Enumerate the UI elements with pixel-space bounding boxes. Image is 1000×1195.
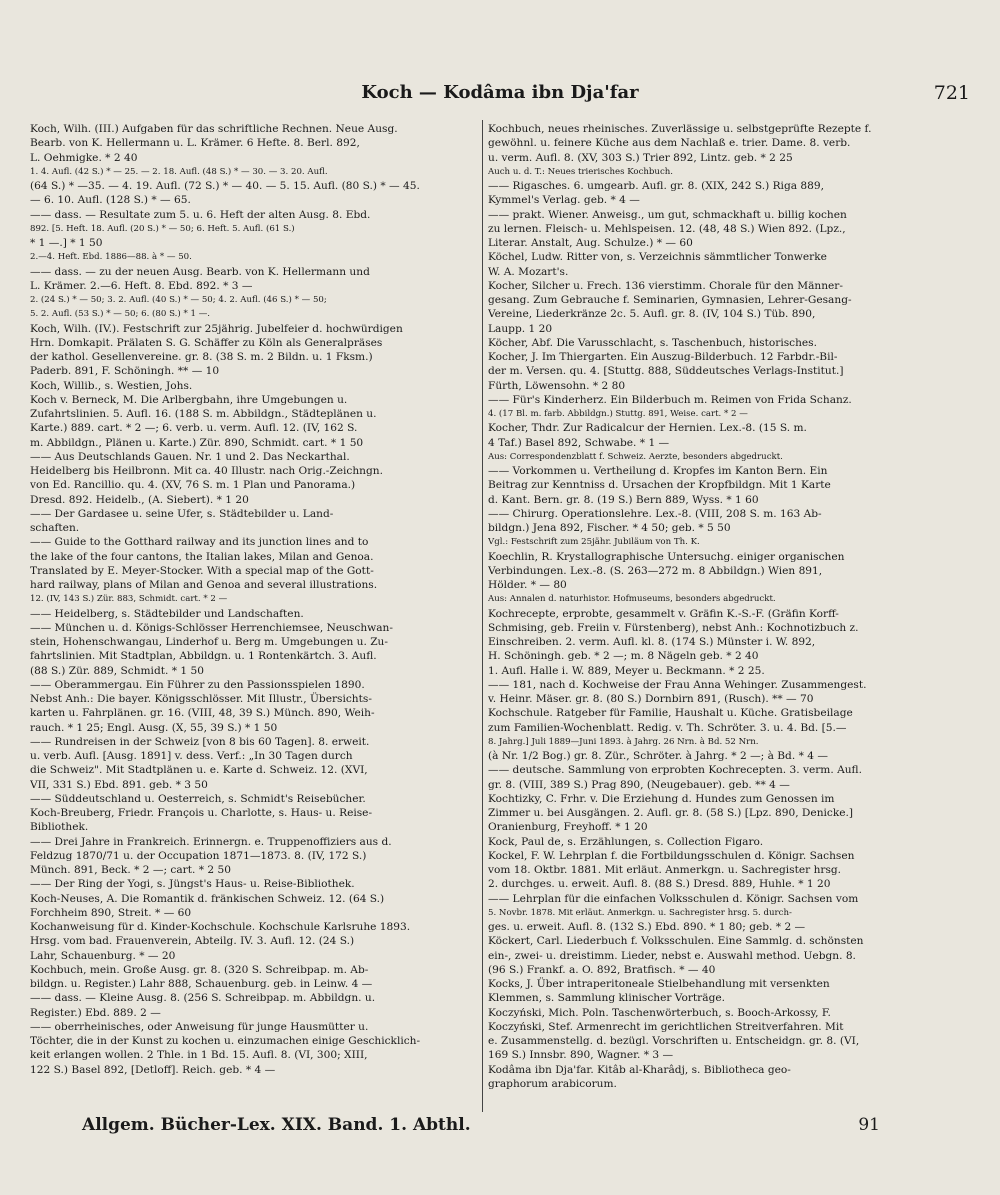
text-line: —— Guide to the Gotthard railway and its junction lines and to: [30, 536, 369, 549]
text-line: —— Lehrplan für die einfachen Volksschulen d. Königr. Sachsen vom: [488, 892, 859, 905]
text-line: Aus: Annalen d. naturhistor. Hofmuseums, besonders abgedruckt.: [488, 594, 776, 605]
text-line: Bearb. von K. Hellermann u. L. Krämer. 6 Hefte. 8. Berl. 892,: [30, 137, 360, 150]
text-line: 12. (IV, 143 S.) Zür. 883, Schmidt. cart. * 2 —: [30, 594, 228, 605]
text-line: — 6. 10. Aufl. (128 S.) * — 65.: [30, 194, 191, 207]
text-line: von Ed. Rancillio. qu. 4. (XV, 76 S. m. 1 Plan und Panorama.): [30, 479, 356, 492]
text-line: Kochschule. Ratgeber für Familie, Haushalt u. Küche. Gratisbeilage: [488, 707, 853, 720]
text-line: Koch-Breuberg, Friedr. François u. Charlotte, s. Haus- u. Reise-: [30, 807, 373, 819]
text-line: Koch, Willib., s. Westien, Johs.: [30, 379, 193, 392]
text-line: schaften.: [30, 522, 80, 534]
text-line: 169 S.) Innsbr. 890, Wagner. * 3 —: [488, 1049, 674, 1062]
text-line: —— Für's Kinderherz. Ein Bilderbuch m. Reimen von Frida Schanz.: [488, 393, 852, 406]
text-line: Kochrecepte, erprobte, gesammelt v. Gräfin K.-S.-F. (Gräfin Korff-: [488, 607, 839, 620]
text-line: 8. Jahrg.] Juli 1889—Juni 1893. à Jahrg. 26 Nrn. à Bd. 52 Nrn.: [488, 736, 759, 747]
page-footer: [30, 1115, 970, 1141]
text-line: Register.) Ebd. 889. 2 —: [30, 1006, 161, 1019]
text-line: stein, Hohenschwangau, Linderhof u. Berg m. Umgebungen u. Zu-: [30, 636, 388, 648]
text-line: Lahr, Schauenburg. * — 20: [30, 949, 176, 962]
text-line: der m. Versen. qu. 4. [Stuttg. 888, Süddeutsches Verlags-Institut.]: [488, 365, 844, 378]
text-line: Kochanweisung für d. Kinder-Kochschule. Kochschule Karlsruhe 1893.: [30, 921, 411, 933]
text-line: Vereine, Liederkränze 2c. 5. Aufl. gr. 8. (IV, 104 S.) Tüb. 890,: [488, 308, 816, 321]
text-line: gewöhnl. u. feinere Küche aus dem Nachlaß e. trier. Dame. 8. verb.: [488, 137, 851, 150]
text-line: Kochbuch, neues rheinisches. Zuverlässige u. selbstgeprüfte Rezepte f.: [488, 123, 872, 135]
text-line: ges. u. erweit. Aufl. 8. (132 S.) Ebd. 890. * 1 80; geb. * 2 —: [488, 921, 806, 933]
text-line: Forchheim 890, Streit. * — 60: [30, 906, 192, 919]
text-line: Literar. Anstalt, Aug. Schulze.) * — 60: [488, 237, 693, 249]
text-line: —— Süddeutschland u. Oesterreich, s. Schmidt's Reisebücher.: [30, 792, 366, 805]
page-number: 721: [933, 82, 970, 104]
text-line: gesang. Zum Gebrauche f. Seminarien, Gymnasien, Lehrer-Gesang-: [488, 294, 852, 306]
text-line: graphorum arabicorum.: [488, 1077, 617, 1090]
running-title: Koch — Kodâma ibn Dja'far: [361, 82, 639, 103]
text-line: Feldzug 1870/71 u. der Occupation 1871—1873. 8. (IV, 172 S.): [30, 849, 367, 862]
text-line: —— Der Gardasee u. seine Ufer, s. Städtebilder u. Land-: [30, 507, 334, 520]
text-line: VII, 331 S.) Ebd. 891. geb. * 3 50: [30, 778, 208, 791]
text-line: H. Schöningh. geb. * 2 —; m. 8 Nägeln geb. * 2 40: [488, 650, 759, 663]
text-line: Münch. 891, Beck. * 2 —; cart. * 2 50: [30, 864, 231, 876]
text-line: —— Rigasches. 6. umgearb. Aufl. gr. 8. (XIX, 242 S.) Riga 889,: [488, 180, 824, 192]
text-line: L. Krämer. 2.—6. Heft. 8. Ebd. 892. * 3 —: [30, 279, 253, 292]
text-line: —— Aus Deutschlands Gauen. Nr. 1 und 2. Das Neckarthal.: [30, 450, 350, 463]
text-line: Klemmen, s. Sammlung klinischer Vorträge.: [488, 992, 725, 1005]
text-line: zu lernen. Fleisch- u. Mehlspeisen. 12. (48, 48 S.) Wien 892. (Lpz.,: [488, 222, 846, 235]
text-line: 1. Aufl. Halle i. W. 889, Meyer u. Beckmann. * 2 25.: [488, 664, 765, 677]
text-line: —— 181, nach d. Kochweise der Frau Anna Wehinger. Zusammengest.: [488, 678, 867, 691]
text-line: Koczyński, Mich. Poln. Taschenwörterbuch, s. Booch-Arkossy, F.: [488, 1006, 831, 1019]
text-line: Kymmel's Verlag. geb. * 4 —: [488, 194, 640, 207]
text-line: rauch. * 1 25; Engl. Ausg. (X, 55, 39 S.) * 1 50: [30, 721, 278, 734]
text-line: Heidelberg bis Heilbronn. Mit ca. 40 Illustr. nach Orig.-Zeichngn.: [30, 465, 383, 477]
text-line: —— München u. d. Königs-Schlösser Herrenchiemsee, Neuschwan-: [30, 621, 393, 634]
text-line: Kocher, J. Im Thiergarten. Ein Auszug-Bilderbuch. 12 Farbdr.-Bil-: [488, 351, 838, 363]
text-line: Auch u. d. T.: Neues trierisches Kochbuch.: [488, 166, 674, 177]
text-line: —— deutsche. Sammlung von erprobten Kochrecepten. 3. verm. Aufl.: [488, 764, 862, 777]
text-line: v. Heinr. Mäser. gr. 8. (80 S.) Dornbirn 891, (Rusch). ** — 70: [488, 693, 814, 705]
text-line: (64 S.) * —35. — 4. 19. Aufl. (72 S.) * — 40. — 5. 15. Aufl. (80 S.) * — 45.: [30, 180, 420, 192]
text-line: Zufahrtslinien. 5. Aufl. 16. (188 S. m. Abbildgn., Städteplänen u.: [30, 408, 377, 420]
text-line: Kochtizky, C. Frhr. v. Die Erziehung d. Hundes zum Genossen im: [488, 792, 835, 805]
text-line: —— dass. — Kleine Ausg. 8. (256 S. Schreibpap. m. Abbildgn. u.: [30, 992, 376, 1005]
text-line: Laupp. 1 20: [488, 322, 553, 335]
text-line: Köchel, Ludw. Ritter von, s. Verzeichnis sämmtlicher Tonwerke: [488, 251, 827, 264]
text-line: Kodâma ibn Dja'far. Kitâb al-Kharâdj, s. Bibliotheca geo-: [488, 1063, 791, 1076]
text-line: m. Abbildgn., Plänen u. Karte.) Zür. 890, Schmidt. cart. * 1 50: [30, 436, 364, 449]
text-line: Fürth, Löwensohn. * 2 80: [488, 379, 626, 392]
text-line: bildgn.) Jena 892, Fischer. * 4 50; geb. * 5 50: [488, 522, 731, 534]
text-line: Koczyński, Stef. Armenrecht im gerichtlichen Streitverfahren. Mit: [488, 1020, 844, 1033]
text-line: gr. 8. (VIII, 389 S.) Prag 890, (Neugebauer). geb. ** 4 —: [488, 778, 790, 791]
sheet-number: 91: [858, 1115, 880, 1135]
text-line: Oranienburg, Freyhoff. * 1 20: [488, 821, 648, 834]
text-line: 5. 2. Aufl. (53 S.) * — 50; 6. (80 S.) * 1 —.: [30, 309, 211, 320]
text-line: Bibliothek.: [30, 821, 89, 834]
text-line: —— Vorkommen u. Vertheilung d. Kropfes im Kanton Bern. Ein: [488, 465, 828, 477]
text-line: Töchter, die in der Kunst zu kochen u. einzumachen einige Geschicklich-: [30, 1035, 421, 1047]
text-line: Vgl.: Festschrift zum 25jähr. Jubiläum von Th. K.: [488, 537, 700, 548]
text-line: (88 S.) Zür. 889, Schmidt. * 1 50: [30, 664, 204, 677]
text-line: Koechlin, R. Krystallographische Untersuchg. einiger organischen: [488, 550, 845, 563]
text-line: Kocher, Silcher u. Frech. 136 vierstimm. Chorale für den Männer-: [488, 279, 843, 292]
text-line: (96 S.) Frankf. a. O. 892, Bratfisch. * — 40: [488, 963, 716, 976]
text-line: Koch v. Berneck, M. Die Arlbergbahn, ihre Umgebungen u.: [30, 393, 348, 406]
text-line: zum Familien-Wochenblatt. Redig. v. Th. Schröter. 3. u. 4. Bd. [5.—: [488, 721, 847, 734]
column-divider: [482, 120, 483, 1112]
text-line: 1. 4. Aufl. (42 S.) * — 25. — 2. 18. Aufl. (48 S.) * — 30. — 3. 20. Aufl.: [30, 166, 328, 177]
text-line: (à Nr. 1/2 Bog.) gr. 8. Zür., Schröter. à Jahrg. * 2 —; à Bd. * 4 —: [488, 750, 828, 762]
text-line: ein-, zwei- u. dreistimm. Lieder, nebst e. Auswahl method. Uebgn. 8.: [488, 949, 856, 962]
text-line: Hölder. * — 80: [488, 579, 567, 591]
text-line: fahrtslinien. Mit Stadtplan, Abbildgn. u. 1 Rontenkärtch. 3. Aufl.: [30, 650, 377, 663]
text-line: 122 S.) Basel 892, [Detloff]. Reich. geb. * 4 —: [30, 1063, 276, 1076]
text-line: hard railway, plans of Milan and Genoa and several illustrations.: [30, 579, 378, 591]
text-line: 4 Taf.) Basel 892, Schwabe. * 1 —: [488, 436, 670, 449]
text-line: keit erlangen wollen. 2 Thle. in 1 Bd. 15. Aufl. 8. (VI, 300; XIII,: [30, 1049, 368, 1062]
text-line: Kockel, F. W. Lehrplan f. die Fortbildungsschulen d. Königr. Sachsen: [488, 849, 855, 862]
text-line: 2. durchges. u. erweit. Aufl. 8. (88 S.) Dresd. 889, Huhle. * 1 20: [488, 878, 831, 891]
text-line: Beitrag zur Kenntniss d. Ursachen der Kropfbildgn. Mit 1 Karte: [488, 479, 831, 492]
text-line: Translated by E. Meyer-Stocker. With a special map of the Gott-: [30, 564, 374, 577]
right-column: [488, 122, 940, 1112]
text-line: 4. (17 Bl. m. farb. Abbildgn.) Stuttg. 891, Weise. cart. * 2 —: [488, 409, 748, 419]
text-line: —— Der Ring der Yogi, s. Jüngst's Haus- u. Reise-Bibliothek.: [30, 878, 355, 891]
text-line: Dresd. 892. Heidelb., (A. Siebert). * 1 20: [30, 493, 249, 506]
text-line: Nebst Anh.: Die bayer. Königsschlösser. Mit Illustr., Übersichts-: [30, 693, 372, 705]
text-line: die Schweiz". Mit Stadtplänen u. e. Karte d. Schweiz. 12. (XVI,: [30, 764, 368, 777]
left-column: [30, 122, 478, 1112]
text-line: Köcher, Abf. Die Varusschlacht, s. Taschenbuch, historisches.: [488, 336, 817, 349]
text-line: karten u. Fahrplänen. gr. 16. (VIII, 48, 39 S.) Münch. 890, Weih-: [30, 707, 375, 720]
text-line: u. verm. Aufl. 8. (XV, 303 S.) Trier 892, Lintz. geb. * 2 25: [488, 151, 793, 164]
text-line: Kocks, J. Über intraperitoneale Stielbehandlung mit versenkten: [488, 978, 830, 990]
text-line: W. A. Mozart's.: [488, 265, 569, 278]
text-line: Hrn. Domkapit. Prälaten S. G. Schäffer zu Köln als Generalpräses: [30, 336, 383, 349]
text-line: 2.—4. Heft. Ebd. 1886—88. à * — 50.: [30, 252, 192, 263]
text-line: —— Oberammergau. Ein Führer zu den Passionsspielen 1890.: [30, 678, 365, 691]
text-line: —— dass. — zu der neuen Ausg. Bearb. von K. Hellermann und: [30, 265, 370, 278]
text-line: L. Oehmigke. * 2 40: [30, 151, 138, 164]
text-line: Einschreiben. 2. verm. Aufl. kl. 8. (174 S.) Münster i. W. 892,: [488, 636, 816, 648]
text-line: Köckert, Carl. Liederbuch f. Volksschulen. Eine Sammlg. d. schönsten: [488, 935, 864, 948]
text-line: —— Heidelberg, s. Städtebilder und Landschaften.: [30, 607, 304, 620]
text-line: Koch, Wilh. (III.) Aufgaben für das schriftliche Rechnen. Neue Ausg.: [30, 123, 398, 135]
text-line: Kocher, Thdr. Zur Radicalcur der Hernien. Lex.-8. (15 S. m.: [488, 422, 807, 435]
text-line: 892. [5. Heft. 18. Aufl. (20 S.) * — 50; 6. Heft. 5. Aufl. (61 S.): [30, 223, 295, 234]
text-line: Kock, Paul de, s. Erzählungen, s. Collection Figaro.: [488, 835, 764, 848]
text-line: e. Zusammenstellg. d. bezügl. Vorschriften u. Entscheidgn. gr. 8. (VI,: [488, 1035, 860, 1047]
text-line: d. Kant. Bern. gr. 8. (19 S.) Bern 889, Wyss. * 1 60: [488, 493, 759, 506]
page-header: [30, 82, 970, 108]
text-line: —— dass. — Resultate zum 5. u. 6. Heft der alten Ausg. 8. Ebd.: [30, 208, 371, 221]
text-line: Zimmer u. bei Ausgängen. 2. Aufl. gr. 8. (58 S.) [Lpz. 890, Denicke.]: [488, 807, 854, 819]
text-line: Verbindungen. Lex.-8. (S. 263—272 m. 8 Abbildgn.) Wien 891,: [488, 564, 823, 577]
text-line: —— oberrheinisches, oder Anweisung für junge Hausmütter u.: [30, 1020, 369, 1033]
text-line: bildgn. u. Register.) Lahr 888, Schauenburg. geb. in Leinw. 4 —: [30, 978, 373, 990]
text-line: Aus: Correspondenzblatt f. Schweiz. Aerzte, besonders abgedruckt.: [488, 451, 783, 462]
text-line: Hrsg. vom bad. Frauenverein, Abteilg. IV. 3. Aufl. 12. (24 S.): [30, 935, 355, 948]
text-line: —— prakt. Wiener. Anweisg., um gut, schmackhaft u. billig kochen: [488, 208, 847, 221]
text-line: 2. (24 S.) * — 50; 3. 2. Aufl. (40 S.) * — 50; 4. 2. Aufl. (46 S.) * — 50;: [30, 295, 327, 305]
text-line: der kathol. Gesellenvereine. gr. 8. (38 S. m. 2 Bildn. u. 1 Fksm.): [30, 351, 373, 363]
text-line: Schmising, geb. Freiin v. Fürstenberg), nebst Anh.: Kochnotizbuch z.: [488, 621, 859, 634]
text-line: —— Drei Jahre in Frankreich. Erinnergn. e. Truppenoffiziers aus d.: [30, 835, 392, 848]
text-line: Koch-Neuses, A. Die Romantik d. fränkischen Schweiz. 12. (64 S.): [30, 892, 385, 905]
text-line: the lake of the four cantons, the Italian lakes, Milan and Genoa.: [30, 550, 374, 563]
text-line: —— Rundreisen in der Schweiz [von 8 bis 60 Tagen]. 8. erweit.: [30, 735, 370, 748]
text-line: u. verb. Aufl. [Ausg. 1891] v. dess. Verf.: „In 30 Tagen durch: [30, 750, 353, 762]
text-line: vom 18. Oktbr. 1881. Mit erläut. Anmerkgn. u. Sachregister hrsg.: [488, 864, 842, 876]
text-line: Paderb. 891, F. Schöningh. ** — 10: [30, 365, 220, 378]
text-line: Kochbuch, mein. Große Ausg. gr. 8. (320 S. Schreibpap. m. Ab-: [30, 963, 369, 976]
text-line: —— Chirurg. Operationslehre. Lex.-8. (VIII, 208 S. m. 163 Ab-: [488, 507, 822, 520]
text-line: 5. Novbr. 1878. Mit erläut. Anmerkgn. u. Sachregister hrsg. 5. durch-: [488, 907, 792, 918]
signature-mark: Allgem. Bücher-Lex. XIX. Band. 1. Abthl.: [82, 1115, 471, 1135]
text-line: * 1 —.] * 1 50: [30, 237, 103, 249]
text-line: Karte.) 889. cart. * 2 —; 6. verb. u. verm. Aufl. 12. (IV, 162 S.: [30, 422, 358, 435]
text-line: Koch, Wilh. (IV.). Festschrift zur 25jährig. Jubelfeier d. hochwürdigen: [30, 322, 403, 335]
